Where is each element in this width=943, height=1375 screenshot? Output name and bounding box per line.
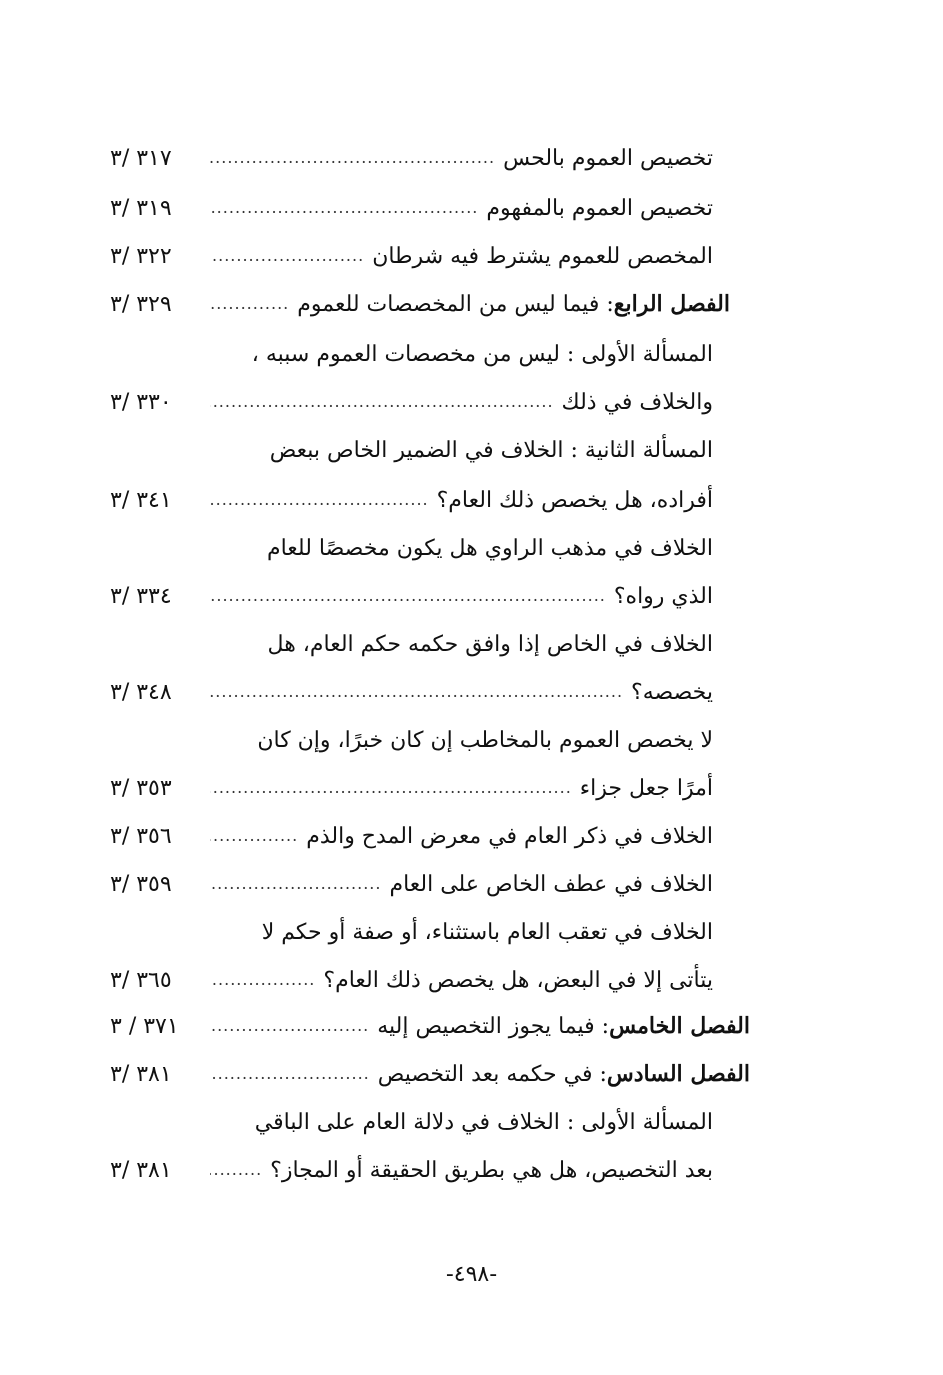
entry-text: المسألة الأولى : الخلاف في دلالة العام على الباقي xyxy=(254,1109,713,1135)
leader-dots xyxy=(210,572,606,620)
chapter-title: الفصل الرابع xyxy=(613,291,730,317)
entry-text: أمرًا جعل جزاء xyxy=(579,775,713,801)
entry-text: يتأتى إلا في البعض، هل يخصص ذلك العام؟ xyxy=(323,967,713,993)
page-ref: ٣٤١ /٣ xyxy=(110,487,172,513)
leader-dots xyxy=(210,184,478,232)
toc-entry xyxy=(110,378,713,426)
page-ref: ٣١٧ /٣ xyxy=(110,145,172,171)
toc-entry-line xyxy=(110,908,713,956)
entry-text: المسألة الثانية : الخلاف في الضمير الخاص ببعض xyxy=(269,437,713,463)
toc-entry-line xyxy=(110,620,713,668)
entry-text: أفراده، هل يخصص ذلك العام؟ xyxy=(436,487,713,513)
toc-entry xyxy=(110,134,713,182)
page-ref: ٣٥٦ /٣ xyxy=(110,823,172,849)
entry-text: : في حكمه بعد التخصيص xyxy=(377,1061,607,1087)
entry-text: الخلاف في عطف الخاص على العام xyxy=(389,871,713,897)
toc-entry xyxy=(110,476,713,524)
toc-entry xyxy=(110,1146,713,1194)
entry-text: الخلاف في مذهب الراوي هل يكون مخصصًا للعام xyxy=(266,535,713,561)
entry-text: تخصيص العموم بالمفهوم xyxy=(486,195,713,221)
toc-entry-line xyxy=(110,330,713,378)
entry-text: يخصصه؟ xyxy=(631,679,713,705)
page-ref: ٣٢٢ /٣ xyxy=(110,243,172,269)
toc-entry xyxy=(110,184,713,232)
toc-chapter-entry xyxy=(110,1002,750,1050)
toc-entry-line xyxy=(110,524,713,572)
entry-text: الخلاف في الخاص إذا وافق حكمه حكم العام، هل xyxy=(267,631,713,657)
leader-dots xyxy=(210,280,289,328)
page-ref: ٣٨١ /٣ xyxy=(110,1061,172,1087)
toc-chapter-entry xyxy=(110,1050,750,1098)
entry-text: : فيما ليس من المخصصات للعموم xyxy=(297,291,614,317)
entry-text: المخصص للعموم يشترط فيه شرطان xyxy=(372,243,713,269)
leader-dots xyxy=(210,668,623,716)
toc-entry xyxy=(110,956,713,1004)
toc-entry-line xyxy=(110,1098,713,1146)
page-ref: ٣٣٤ /٣ xyxy=(110,583,172,609)
toc-entry xyxy=(110,668,713,716)
leader-dots xyxy=(210,232,364,280)
toc-entry-line xyxy=(110,716,713,764)
entry-text: بعد التخصيص، هل هي بطريق الحقيقة أو المجاز؟ xyxy=(270,1157,713,1183)
page-ref: ٣١٩ /٣ xyxy=(110,195,172,221)
entry-text: الذي رواه؟ xyxy=(613,583,713,609)
page-number: -٤٩٨- xyxy=(445,1262,498,1287)
leader-dots xyxy=(210,860,381,908)
leader-dots xyxy=(210,956,315,1004)
toc-entry-line xyxy=(110,426,713,474)
page-ref: ٣٥٣ /٣ xyxy=(110,775,172,801)
leader-dots xyxy=(210,476,429,524)
leader-dots xyxy=(210,134,495,182)
leader-dots xyxy=(210,764,572,812)
chapter-title: الفصل الخامس xyxy=(609,1013,750,1039)
toc-chapter-entry xyxy=(110,280,730,328)
leader-dots xyxy=(210,378,554,426)
page-ref: ٣٧١ / ٣ xyxy=(110,1013,179,1039)
leader-dots xyxy=(210,1002,369,1050)
page-ref: ٣٦٥ /٣ xyxy=(110,967,172,993)
page-ref: ٣٢٩ /٣ xyxy=(110,291,172,317)
entry-text: : فيما يجوز التخصيص إليه xyxy=(377,1013,610,1039)
toc-entry xyxy=(110,812,713,860)
entry-text: الخلاف في ذكر العام في معرض المدح والذم xyxy=(306,823,713,849)
leader-dots xyxy=(210,812,298,860)
chapter-title: الفصل السادس xyxy=(606,1061,750,1087)
page-ref: ٣٥٩ /٣ xyxy=(110,871,172,897)
page-ref: ٣٨١ /٣ xyxy=(110,1157,172,1183)
toc-entry xyxy=(110,232,713,280)
entry-text: والخلاف في ذلك xyxy=(561,389,713,415)
page-ref: ٣٣٠ /٣ xyxy=(110,389,172,415)
entry-text: تخصيص العموم بالحس xyxy=(503,145,713,171)
leader-dots xyxy=(210,1050,370,1098)
toc-entry xyxy=(110,764,713,812)
leader-dots xyxy=(210,1146,262,1194)
toc-entry xyxy=(110,572,713,620)
page-ref: ٣٤٨ /٣ xyxy=(110,679,172,705)
entry-text: الخلاف في تعقب العام باستثناء، أو صفة أو حكم لا xyxy=(261,919,713,945)
entry-text: المسألة الأولى : ليس من مخصصات العموم سببه ، xyxy=(251,341,713,367)
entry-text: لا يخصص العموم بالمخاطب إن كان خبرًا، وإن كان xyxy=(257,727,713,753)
toc-entry xyxy=(110,860,713,908)
